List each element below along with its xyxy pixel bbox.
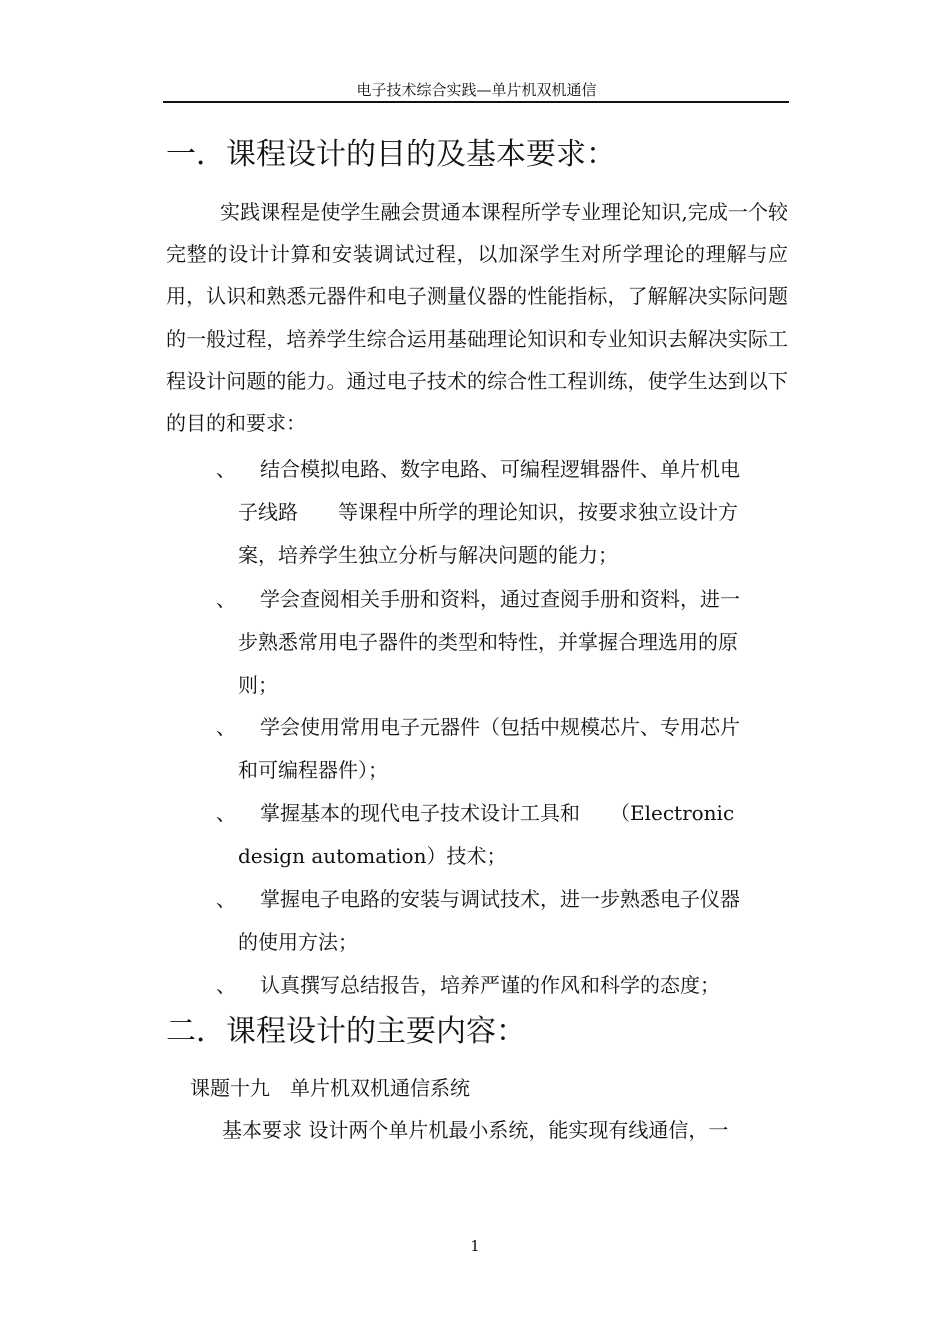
intro-paragraph — [166, 191, 788, 444]
list-marker: 、 — [216, 887, 236, 911]
item-line: 掌握基本的现代电子技术设计工具和 （Electronic — [260, 801, 735, 825]
item-line: 学会查阅相关手册和资料，通过查阅手册和资料，进一 — [260, 587, 740, 611]
item-line: 案，培养学生独立分析与解决问题的能力； — [238, 543, 618, 567]
item-line: 步熟悉常用电子器件的类型和特性，并掌握合理选用的原 — [238, 630, 738, 654]
header-divider — [163, 101, 789, 103]
section-heading-content: 二．课程设计的主要内容： — [166, 1014, 526, 1049]
list-marker: 、 — [216, 587, 236, 611]
item-line: 掌握电子电路的安装与调试技术，进一步熟悉电子仪器 — [260, 887, 740, 911]
item-line: 则； — [238, 673, 278, 697]
item-line: 和可编程器件）； — [238, 758, 388, 782]
item-line: 学会使用常用电子元器件（包括中规模芯片、专用芯片 — [260, 715, 740, 739]
item-line: 认真撰写总结报告，培养严谨的作风和科学的态度； — [260, 973, 720, 997]
list-marker: 、 — [216, 973, 236, 997]
section-heading-goals: 一．课程设计的目的及基本要求： — [166, 137, 616, 172]
item-line: 子线路 等课程中所学的理论知识，按要求独立设计方 — [238, 500, 738, 524]
list-marker: 、 — [216, 715, 236, 739]
intro-text: 实践课程是使学生融会贯通本课程所学专业理论知识,完成一个较完整的设计计算和安装调试过程，以加深学生对所学理论的理解与应用，认识和熟悉元器件和电子测量仪器的性能指标，了解解决实际问题的一般过程，培养学生综合运用基础理论知识和专业知识去解决实际工程设计问题的能力。通过电子技术的综合性工程训练，使学生达到以下的目的和要求： — [166, 200, 788, 436]
item-line: design automation）技术； — [238, 844, 507, 868]
topic-title: 课题十九 单片机双机通信系统 — [190, 1076, 470, 1100]
page-number: 1 — [470, 1237, 480, 1255]
list-marker: 、 — [216, 801, 236, 825]
item-line: 结合模拟电路、数字电路、可编程逻辑器件、单片机电 — [260, 457, 740, 481]
list-marker: 、 — [216, 457, 236, 481]
running-header: 电子技术综合实践—单片机双机通信 — [356, 81, 597, 99]
item-line: 的使用方法； — [238, 930, 358, 954]
basic-requirement-line: 基本要求 设计两个单片机最小系统，能实现有线通信，一 — [222, 1118, 729, 1142]
